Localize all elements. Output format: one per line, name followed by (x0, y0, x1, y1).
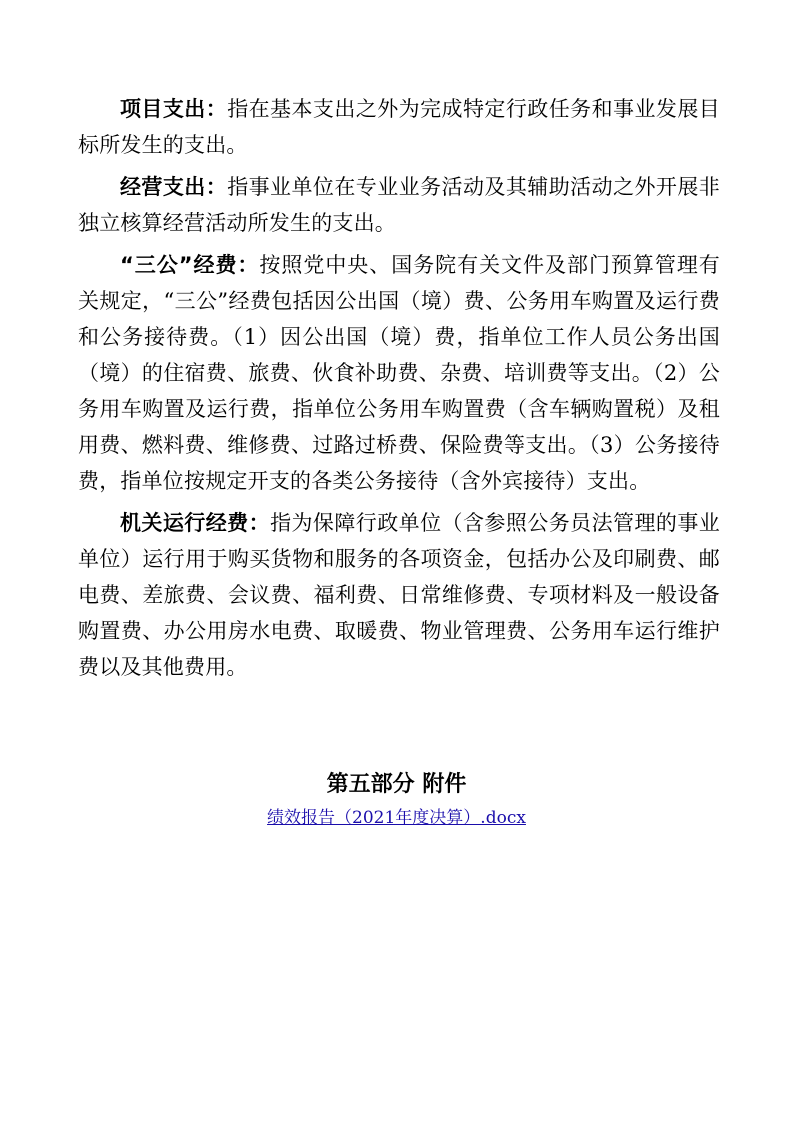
glossary-definition: 按照党中央、国务院有关文件及部门预算管理有关规定，“三公”经费包括因公出国（境）费、公务用车购置及运行费和公务接待费。（1）因公出国（境）费，指单位工作人员公务出国（境）的住宿费、旅费、伙食补助费、杂费、培训费等支出。（2）公务用车购置及运行费，指单位公务用车购置费（含车辆购置税）及租用费、燃料费、维修费、过路过桥费、保险费等支出。（3）公务接待费，指单位按规定开支的各类公务接待（含外宾接待）支出。 (78, 253, 720, 493)
glossary-term: “三公”经费： (120, 253, 260, 277)
glossary-term: 项目支出： (120, 97, 228, 121)
attachment-link-container (0, 806, 793, 830)
section-heading: 第五部分 附件 (326, 772, 467, 797)
glossary-term: 机关运行经费： (120, 511, 271, 535)
glossary-definition: 指在基本支出之外为完成特定行政任务和事业发展目标所发生的支出。 (78, 97, 720, 157)
glossary-term: 经营支出： (120, 175, 228, 199)
glossary-item-project-expenditure (78, 91, 720, 163)
glossary-definition: 指为保障行政单位（含参照公务员法管理的事业单位）运行用于购买货物和服务的各项资金，包括办公及印刷费、邮电费、差旅费、会议费、福利费、日常维修费、专项材料及一般设备购置费、办公用房水电费、取暖费、物业管理费、公务用车运行维护费以及其他费用。 (78, 511, 720, 679)
glossary-item-operating-expenditure (78, 169, 720, 241)
attachment-link[interactable]: 绩效报告（2021年度决算）.docx (267, 808, 526, 828)
glossary-section (78, 91, 720, 691)
glossary-item-agency-operating-expenses (78, 505, 720, 685)
glossary-definition: 指事业单位在专业业务活动及其辅助活动之外开展非独立核算经营活动所发生的支出。 (78, 175, 720, 235)
glossary-item-three-public-expenses (78, 247, 720, 499)
